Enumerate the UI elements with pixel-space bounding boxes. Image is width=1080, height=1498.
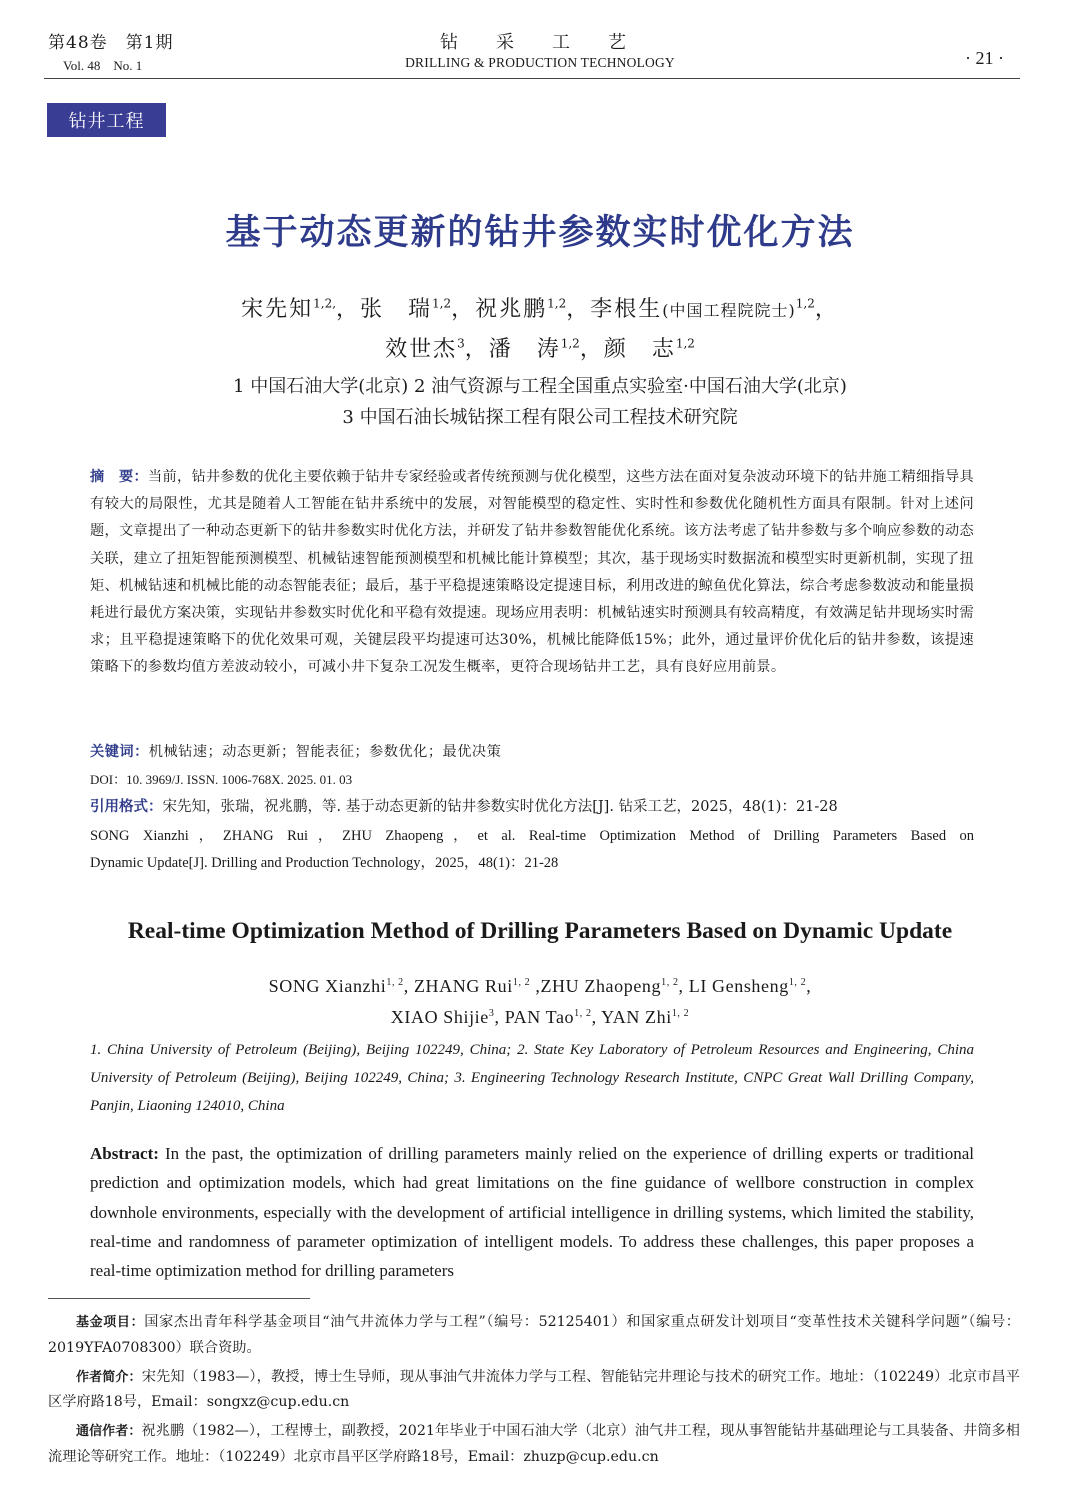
abstract-en — [90, 1139, 974, 1285]
author-name: ，祝兆鹏 — [451, 297, 548, 322]
author-name: ，潘 涛 — [464, 337, 561, 362]
section-tag: 钻井工程 — [47, 103, 166, 137]
citation-en-line2: Dynamic Update[J]. Drilling and Production Technology，2025，48(1)：21-28 — [90, 855, 559, 871]
journal-name-cn: 钻采工艺 — [440, 32, 664, 53]
citation-en-line1: SONG Xianzhi，ZHANG Rui，ZHU Zhaopeng，et al. Real-time Optimization Method of Drilling Parameters Based on — [90, 828, 974, 844]
abstract-en-text: In the past, the optimization of drilling parameters mainly relied on the experience of drilling experts or traditional prediction and optimization models, which had great limitations on the fine guidance of wellbore construction in complex downhole environments, especially with the development of artificial intelligence in drilling systems, which limited the stability, real-time and randomness of parameter optimization of intelligent models. To address these challenges, this paper proposes a real-time optimization method for drilling parameters — [90, 1144, 974, 1281]
affiliations-en: 1. China University of Petroleum (Beijing), Beijing 102249, China; 2. State Key Laboratory of Petroleum Resources and Engineering, China University of Petroleum (Beijing), Beijing 102249, China; 3. Engineering Technology Research Institute, CNPC Great Wall Drilling Company, Panjin, Liaoning 124010, China — [90, 1042, 974, 1114]
footnote-fund — [48, 1310, 1020, 1361]
author-affil-sup: 3 — [488, 1008, 495, 1019]
author-separator: ， — [814, 297, 839, 322]
volume-issue-en: Vol. 48 No. 1 — [63, 58, 143, 73]
author-name: ，李根生 — [566, 297, 663, 322]
footnote-divider — [48, 1298, 310, 1299]
author-name-en: ,ZHU Zhaopeng — [530, 976, 662, 996]
citation-cn-text: 宋先知，张瑞，祝兆鹏，等. 基于动态更新的钻井参数实时优化方法[J]. 钻采工艺，2025，48(1)：21-28 — [162, 799, 838, 815]
author-name: ，张 瑞 — [336, 297, 433, 322]
author-name: 效世杰 — [385, 337, 458, 362]
author-affil-sup: 1,2 — [547, 296, 567, 311]
author-affil-sup: 1,2 — [560, 336, 580, 351]
author-affil-sup: 3 — [457, 336, 465, 351]
author-affil-sup: 1,2 — [432, 296, 452, 311]
footnote-fund-label: 基金项目： — [76, 1315, 145, 1330]
author-affil-sup: 1,2 — [675, 336, 695, 351]
author-name: ，颜 志 — [579, 337, 676, 362]
paper-title-cn: 基于动态更新的钻井参数实时优化方法 — [225, 213, 855, 253]
affiliation-cn-line2: 3 中国石油长城钻探工程有限公司工程技术研究院 — [342, 407, 738, 428]
abstract-cn-text: 当前，钻井参数的优化主要依赖于钻井专家经验或者传统预测与优化模型，这些方法在面对复杂波动环境下的钻井施工精细指导具有较大的局限性，尤其是随着人工智能在钻井系统中的发展，对智能模型的稳定性、实时性和参数优化随机性方面具有限制。针对上述问题，文章提出了一种动态更新下的钻井参数实时优化方法，并研发了钻井参数智能优化系统。该方法考虑了钻井参数与多个响应参数的动态关联，建立了扭矩智能预测模型、机械钻速智能预测模型和机械比能计算模型；其次，基于现场实时数据流和模型实时更新机制，实现了扭矩、机械钻速和机械比能的动态智能表征；最后，基于平稳提速策略设定提速目标，利用改进的鲸鱼优化算法，综合考虑参数波动和能量损耗进行最优方案决策，实现钻井参数实时优化和平稳有效提速。现场应用表明：机械钻速实时预测具有较高精度，有效满足钻井现场实时需求；且平稳提速策略下的优化效果可观，关键层段平均提速可达30%，机械比能降低15%；此外，通过量评价优化后的钻井参数，该提速策略下的参数均值方差波动较小，可减小井下复杂工况发生概率，更符合现场钻井工艺，具有良好应用前景。 — [90, 469, 974, 676]
author-affil-sup: 1,2 — [795, 296, 815, 311]
doi: DOI：10. 3969/J. ISSN. 1006-768X. 2025. 01. 03 — [90, 772, 353, 787]
header-divider — [44, 78, 1020, 79]
author-name: 宋先知 — [241, 297, 314, 322]
author-affil-sup: 1,2, — [313, 296, 337, 311]
citation-cn — [90, 795, 838, 816]
keywords — [90, 741, 501, 761]
author-affil-sup: 1, 2 — [574, 1008, 592, 1019]
authors-cn-line1 — [0, 292, 1080, 323]
citation-label: 引用格式： — [90, 799, 163, 815]
author-name-en: SONG Xianzhi — [268, 976, 387, 996]
journal-name-en: DRILLING & PRODUCTION TECHNOLOGY — [405, 55, 675, 70]
authors-en-line1 — [0, 976, 1080, 997]
paper-title-en: Real-time Optimization Method of Drilling Parameters Based on Dynamic Update — [127, 918, 953, 944]
footnote-author-label: 作者简介： — [76, 1369, 142, 1385]
affiliation-cn-line1: 1 中国石油大学(北京) 2 油气资源与工程全国重点实验室·中国石油大学(北京) — [233, 376, 847, 397]
author-affil-sup: 1, 2 — [671, 1008, 690, 1019]
author-name-en: , ZHANG Rui — [403, 976, 513, 996]
footnote-corresponding — [48, 1419, 1020, 1470]
author-name-en: , PAN Tao — [494, 1007, 575, 1027]
author-affil-sup: 1, 2 — [661, 977, 679, 988]
volume-issue-cn: 第48卷 第1期 — [48, 33, 174, 53]
page-number: · 21 · — [965, 48, 1004, 68]
author-affil-sup: 1, 2 — [788, 977, 807, 988]
footnote-corresponding-text: 祝兆鹏（1982—），工程博士，副教授，2021年毕业于中国石油大学（北京）油气井工程，现从事智能钻井基础理论与工具装备、井筒多相流理论等研究工作。地址：（102249）北京市昌平区学府路18号，Email：zhuzp@cup.edu.cn — [48, 1423, 1020, 1465]
footnote-corresponding-label: 通信作者： — [76, 1424, 142, 1440]
author-separator: , — [806, 976, 812, 996]
keywords-text: 机械钻速；动态更新；智能表征；参数优化；最优决策 — [148, 744, 502, 760]
authors-en-line2 — [0, 1007, 1080, 1028]
keywords-label: 关键词： — [90, 744, 149, 760]
author-affil-sup: 1, 2 — [386, 977, 404, 988]
footnote-author — [48, 1365, 1020, 1416]
footnotes — [48, 1310, 1020, 1474]
author-name-en: XIAO Shijie — [390, 1007, 489, 1027]
author-name-en: , LI Gensheng — [678, 976, 789, 996]
academician-note: (中国工程院院士) — [662, 301, 796, 320]
footnote-author-text: 宋先知（1983—），教授，博士生导师，现从事油气井流体力学与工程、智能钻完井理论与技术的研究工作。地址：（102249）北京市昌平区学府路18号，Email：songxz@cup.edu.cn — [48, 1368, 1020, 1411]
author-name-en: , YAN Zhi — [591, 1007, 672, 1027]
abstract-cn-label: 摘 要： — [90, 469, 148, 485]
abstract-cn — [90, 464, 974, 682]
authors-cn-line2 — [0, 332, 1080, 363]
author-affil-sup: 1, 2 — [512, 977, 531, 988]
abstract-en-label: Abstract: — [90, 1144, 159, 1163]
footnote-fund-text: 国家杰出青年科学基金项目“油气井流体力学与工程”（编号：52125401）和国家重点研发计划项目“变革性技术关键科学问题”（编号：2019YFA0708300）联合资助。 — [48, 1314, 1020, 1356]
